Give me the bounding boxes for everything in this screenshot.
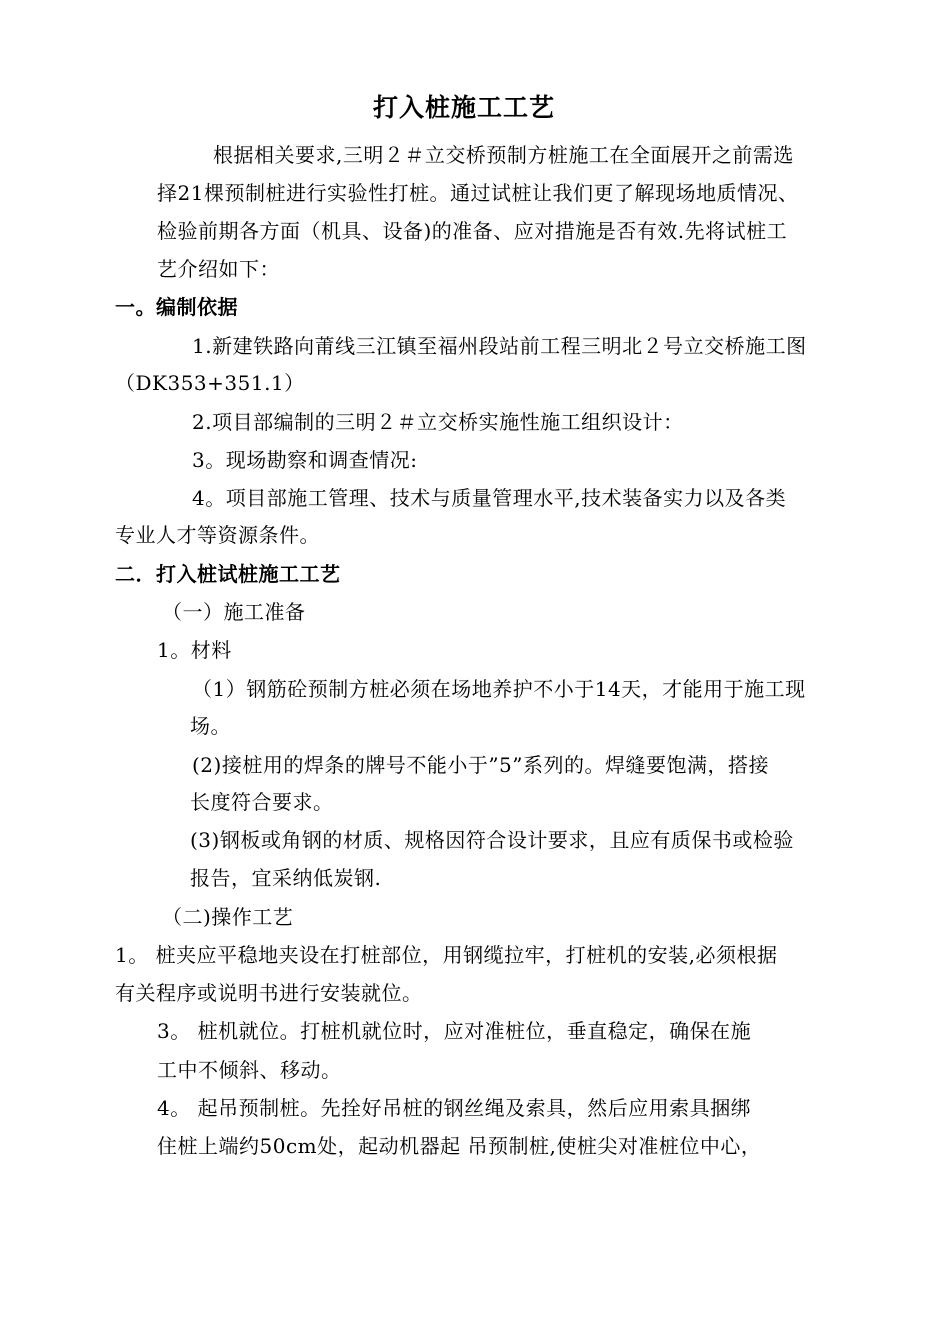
basis-item-1-line-1: 1.新建铁路向莆线三江镇至福州段站前工程三明北２号立交桥施工图 [192, 334, 807, 358]
operation-3-line-1: 3。 桩机就位。打桩机就位时，应对准桩位，垂直稳定，确保在施 [157, 1019, 752, 1043]
document-title: 打入桩施工工艺 [373, 93, 556, 122]
operation-4-line-2: 住桩上端约50cm处，起动机器起 吊预制桩,使桩尖对准桩位中心， [157, 1134, 762, 1158]
section-2-heading: 二．打入桩试桩施工工艺 [115, 562, 341, 586]
operation-1-line-1: 1。 桩夹应平稳地夹设在打桩部位，用钢缆拉牢，打桩机的安装,必须根据 [115, 943, 778, 967]
section-1-heading: 一。编制依据 [115, 295, 238, 319]
operation-3-line-2: 工中不倾斜、移动。 [157, 1058, 342, 1082]
subsection-preparation: （一）施工准备 [162, 600, 306, 624]
intro-line-3: 检验前期各方面（机具、设备)的准备、应对措施是否有效.先将试桩工 [157, 219, 788, 243]
operation-1-line-2: 有关程序或说明书进行安装就位。 [115, 981, 423, 1005]
material-1-line-1: （1）钢筋砼预制方桩必须在场地养护不小于14天，才能用于施工现 [192, 677, 806, 701]
material-2-line-1: (2)接桩用的焊条的牌号不能小于”5”系列的。焊缝要饱满，搭接 [192, 753, 770, 777]
basis-item-1-line-2: （DK353+351.1） [115, 371, 305, 395]
materials-heading: 1。材料 [157, 638, 232, 662]
material-3-line-1: (3)钢板或角钢的材质、规格因符合设计要求，且应有质保书或检验 [190, 828, 794, 852]
intro-line-4: 艺介绍如下： [157, 257, 280, 281]
material-3-line-2: 报告，宜采纳低炭钢. [190, 866, 382, 890]
material-2-line-2: 长度符合要求。 [190, 790, 334, 814]
intro-line-1: 根据相关要求,三明２＃立交桥预制方桩施工在全面展开之前需选 [213, 143, 794, 167]
material-1-line-2: 场。 [190, 714, 231, 738]
intro-line-2: 择21棵预制桩进行实验性打桩。通过试桩让我们更了解现场地质情况、 [157, 181, 799, 205]
basis-item-4-line-2: 专业人才等资源条件。 [115, 523, 320, 547]
operation-4-line-1: 4。 起吊预制桩。先拴好吊桩的钢丝绳及索具，然后应用索具捆绑 [157, 1096, 752, 1120]
basis-item-2: 2.项目部编制的三明２＃立交桥实施性施工组织设计： [192, 410, 684, 434]
subsection-operation: （二)操作工艺 [162, 905, 294, 929]
basis-item-4-line-1: 4。项目部施工管理、技术与质量管理水平,技术装备实力以及各类 [192, 486, 787, 510]
basis-item-3: 3。现场勘察和调查情况: [192, 448, 418, 472]
